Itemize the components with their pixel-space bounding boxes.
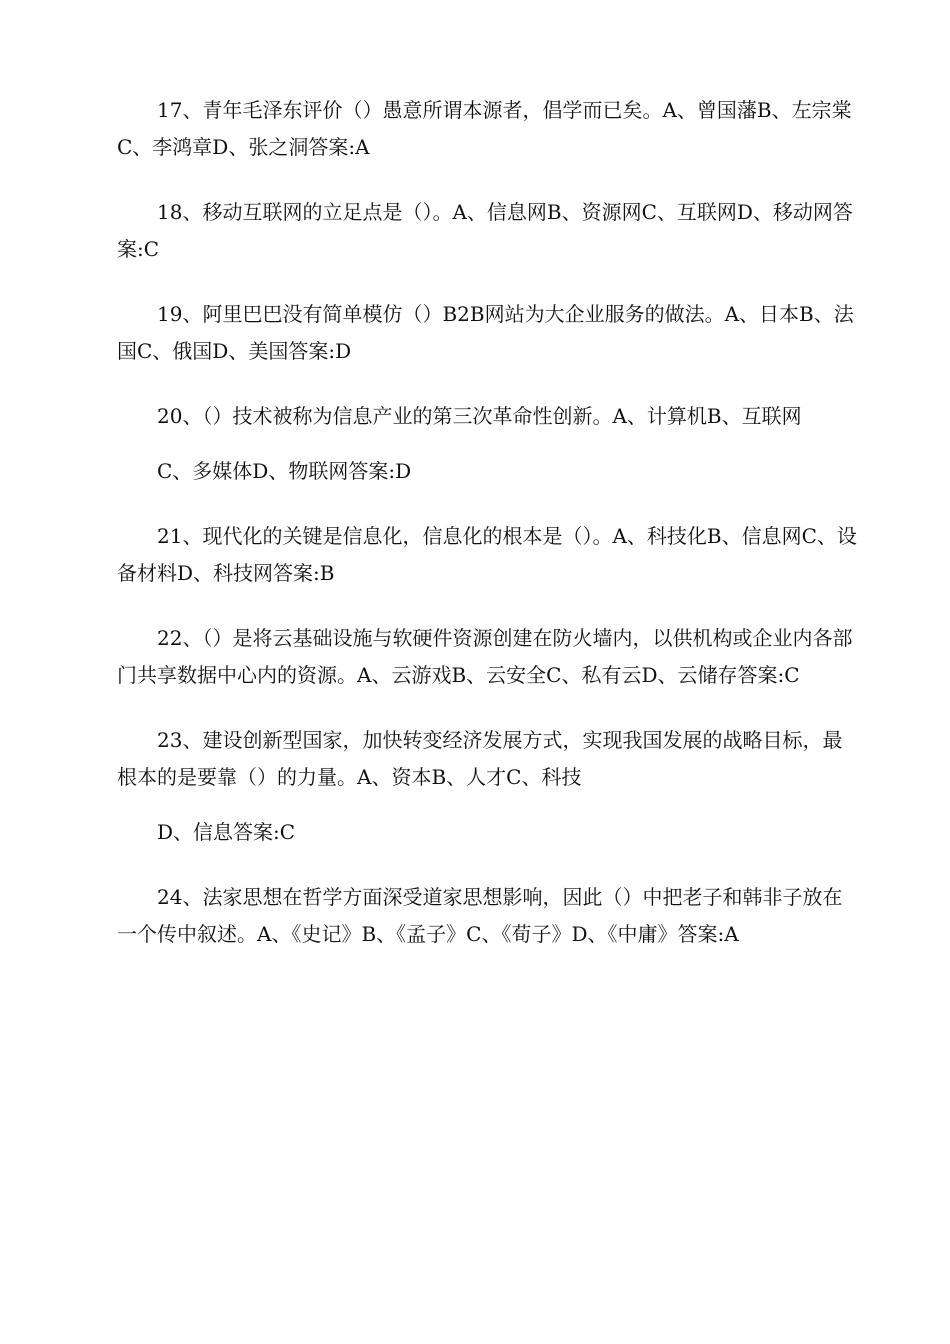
question-17: 17、青年毛泽东评价（）愚意所谓本源者，倡学而已矣。A、曾国藩B、左宗棠C、李鸿章D、张之洞答案:A: [117, 98, 852, 159]
question-23-continuation: D、信息答案:C: [157, 820, 296, 844]
question-23: 23、建设创新型国家，加快转变经济发展方式，实现我国发展的战略目标，最根本的是要靠（）的力量。A、资本B、人才C、科技: [117, 728, 843, 789]
question-18: 18、移动互联网的立足点是（）。A、信息网B、资源网C、互联网D、移动网答案:C: [117, 200, 853, 261]
question-20-continuation: C、多媒体D、物联网答案:D: [157, 459, 412, 483]
question-20: 20、（）技术被称为信息产业的第三次革命性创新。A、计算机B、互联网: [157, 404, 802, 428]
question-19: 19、阿里巴巴没有简单模仿（）B2B网站为大企业服务的做法。A、日本B、法国C、俄国D、美国答案:D: [117, 302, 854, 363]
question-22: 22、（）是将云基础设施与软硬件资源创建在防火墙内，以供机构或企业内各部门共享数据中心内的资源。A、云游戏B、云安全C、私有云D、云储存答案:C: [117, 626, 853, 687]
question-21: 21、现代化的关键是信息化，信息化的根本是（）。A、科技化B、信息网C、设备材料D、科技网答案:B: [117, 524, 857, 585]
document-page: [117, 92, 857, 981]
question-24: 24、法家思想在哲学方面深受道家思想影响，因此（）中把老子和韩非子放在一个传中叙述。A、《史记》B、《孟子》C、《荀子》D、《中庸》答案:A: [117, 885, 843, 946]
